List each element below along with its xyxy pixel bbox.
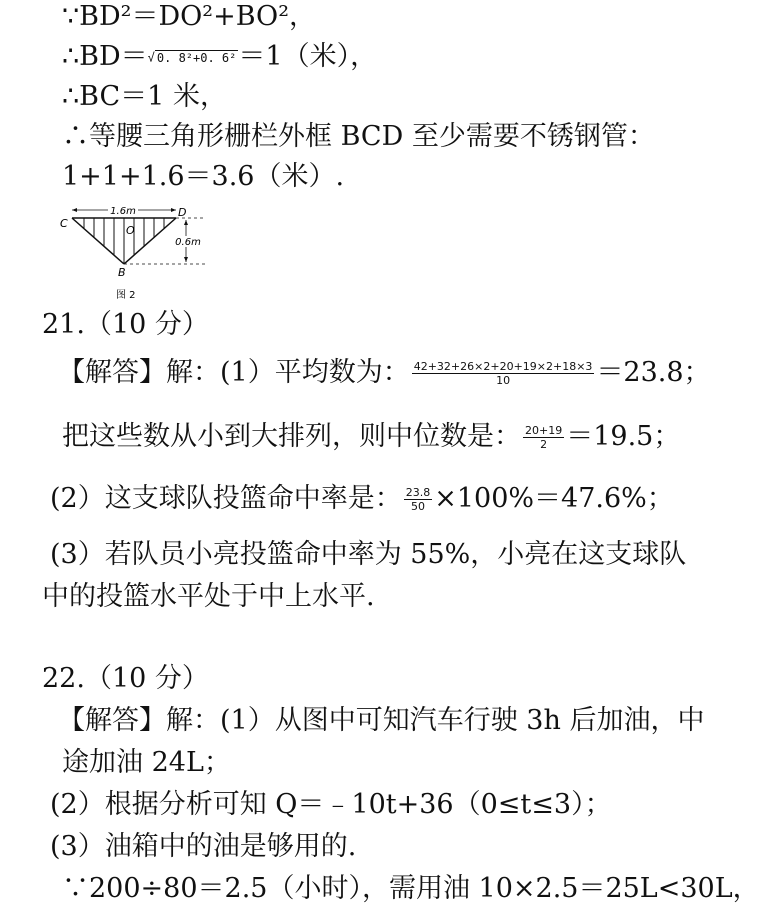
question-22-heading: 22.（10 分） bbox=[42, 663, 209, 694]
median-fraction bbox=[523, 424, 564, 451]
label-d: D bbox=[178, 206, 187, 219]
median-denominator: 2 bbox=[540, 438, 548, 451]
mean-fraction bbox=[412, 360, 595, 387]
proof-line-3: ∴BC＝1 米， bbox=[62, 81, 227, 112]
sqrt-expression: √ 0. 8²+0. 6² bbox=[147, 50, 237, 65]
proof-line-1: ∵BD²＝DO²+BO²， bbox=[62, 1, 317, 32]
label-side-length: 0.6m bbox=[175, 237, 201, 248]
rate-fraction bbox=[404, 486, 433, 513]
proof-line-4: ∴等腰三角形栅栏外框 BCD 至少需要不锈钢管： bbox=[62, 121, 655, 152]
q22-line-5: ∵200÷80＝2.5（小时），需用油 10×2.5＝25L<30L， bbox=[62, 873, 760, 904]
q21-line-1 bbox=[58, 356, 711, 390]
q22-line-4: (3）油箱中的油是够用的. bbox=[50, 831, 357, 862]
q21-line-1-post: ＝23.8； bbox=[596, 357, 711, 388]
q22-line-3: (2）根据分析可知 Q＝﹣10t+36（0≤t≤3）； bbox=[50, 789, 612, 820]
mean-denominator: 10 bbox=[496, 374, 511, 387]
rate-numerator: 23.8 bbox=[405, 486, 431, 499]
sqrt-radicand: 0. 8²+0. 6² bbox=[156, 50, 237, 65]
q21-line-4: (3）若队员小亮投篮命中率为 55%，小亮在这支球队 bbox=[50, 539, 687, 570]
proof-line-5: 1+1+1.6＝3.6（米）. bbox=[62, 161, 345, 192]
q22-line-2: 途加油 24L； bbox=[62, 747, 231, 778]
q21-line-1-pre: 【解答】解：(1）平均数为： bbox=[58, 357, 410, 388]
q21-line-3-post: ×100%＝47.6%； bbox=[434, 483, 674, 514]
rate-denominator: 50 bbox=[410, 500, 425, 513]
q22-line-1: 【解答】解：(1）从图中可知汽车行驶 3h 后加油，中 bbox=[58, 705, 705, 736]
label-c: C bbox=[60, 217, 68, 230]
q21-line-2 bbox=[62, 420, 680, 454]
triangle-figure bbox=[58, 200, 218, 310]
label-o: O bbox=[126, 224, 135, 237]
proof-line-2-post: ＝1（米）， bbox=[238, 41, 378, 72]
q21-line-3-pre: (2）这支球队投篮命中率是： bbox=[50, 483, 402, 514]
q21-line-5: 中的投篮水平处于中上水平. bbox=[42, 581, 375, 612]
proof-line-2 bbox=[62, 40, 377, 75]
proof-line-2-pre: ∴BD＝ bbox=[62, 41, 148, 72]
q21-line-3 bbox=[50, 482, 674, 516]
mean-numerator: 42+32+26×2+20+19×2+18×3 bbox=[413, 360, 593, 373]
figure-caption: 图 2 bbox=[116, 290, 136, 301]
q21-line-2-post: ＝19.5； bbox=[566, 421, 681, 452]
q21-line-2-pre: 把这些数从小到大排列，则中位数是： bbox=[62, 421, 521, 452]
median-numerator: 20+19 bbox=[525, 424, 563, 437]
label-b: B bbox=[118, 266, 126, 279]
question-21-heading: 21.（10 分） bbox=[42, 309, 209, 340]
label-top-length: 1.6m bbox=[110, 206, 136, 217]
